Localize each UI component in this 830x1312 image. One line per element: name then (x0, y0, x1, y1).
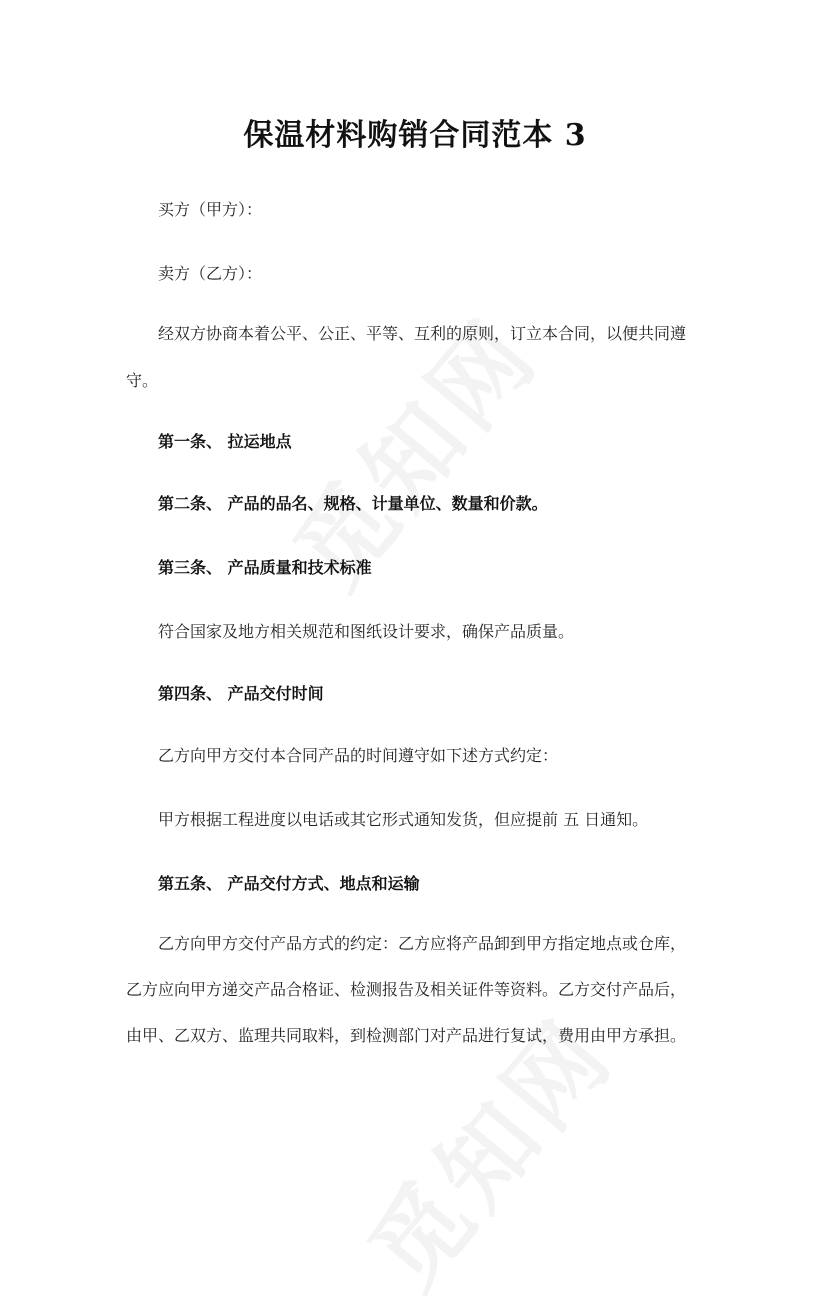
article-3-text: 符合国家及地方相关规范和图纸设计要求，确保产品质量。 (158, 622, 575, 641)
article-2-heading: 第二条、 产品的品名、规格、计量单位、数量和价款。 (158, 494, 548, 513)
article-5-text-line-1: 乙方向甲方交付产品方式的约定：乙方应将产品卸到甲方指定地点或仓库， (158, 934, 687, 953)
document-title: 保温材料购销合同范本 3 (243, 118, 587, 153)
article-4-text-1: 乙方向甲方交付本合同产品的时间遵守如下述方式约定： (158, 746, 559, 765)
intro-paragraph-line-2: 守。 (126, 371, 159, 390)
article-5-heading: 第五条、 产品交付方式、地点和运输 (158, 874, 420, 893)
article-5-text-line-3: 由甲、乙双方、监理共同取料，到检测部门对产品进行复试，费用由甲方承担。 (126, 1026, 687, 1045)
article-1-heading: 第一条、 拉运地点 (158, 432, 292, 451)
article-3-heading: 第三条、 产品质量和技术标准 (158, 558, 372, 577)
seller-label: 卖方（乙方）： (158, 264, 263, 283)
intro-paragraph-line-1: 经双方协商本着公平、公正、平等、互利的原则，订立本合同，以便共同遵 (158, 324, 687, 343)
article-4-heading: 第四条、 产品交付时间 (158, 684, 324, 703)
article-5-text-line-2: 乙方应向甲方递交产品合格证、检测报告及相关证件等资料。乙方交付产品后， (126, 980, 687, 999)
article-4-text-2: 甲方根据工程进度以电话或其它形式通知发货，但应提前 五 日通知。 (158, 810, 649, 829)
buyer-label: 买方（甲方）： (158, 200, 263, 219)
